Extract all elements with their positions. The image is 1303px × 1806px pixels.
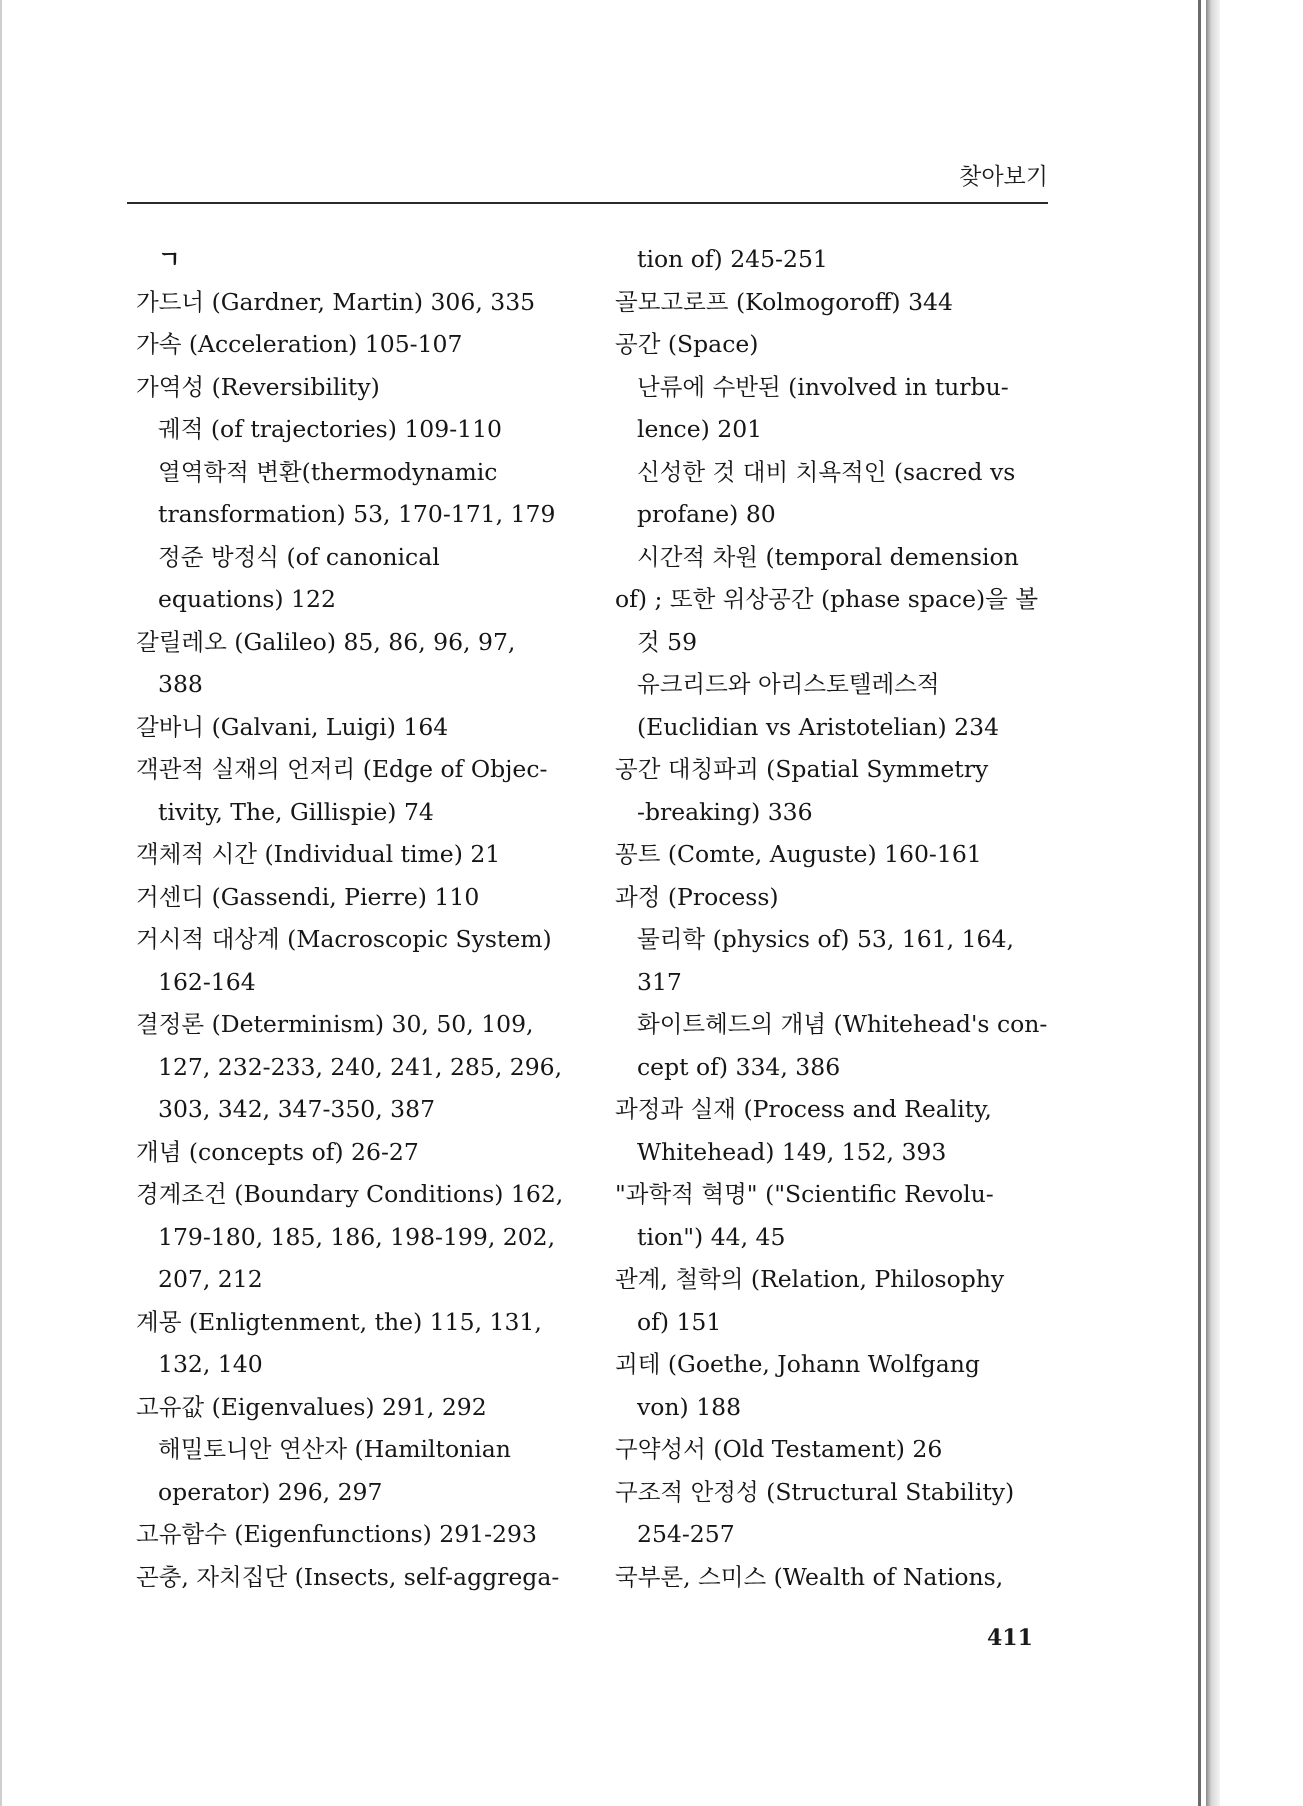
index-entry: 것 59: [637, 627, 698, 656]
index-entry: 객체적 시간 (Individual time) 21: [136, 840, 501, 868]
index-entry: 공간 (Space): [615, 330, 759, 358]
index-entry: 갈바니 (Galvani, Luigi) 164: [136, 712, 449, 741]
index-entry: "과학적 혁명" ("Scientific Revolu-: [615, 1180, 994, 1208]
index-entry: Whitehead) 149, 152, 393: [637, 1137, 947, 1166]
index-entry: 과정과 실재 (Process and Reality,: [615, 1095, 992, 1123]
index-entry: 결정론 (Determinism) 30, 50, 109,: [136, 1010, 534, 1038]
index-entry: of) ; 또한 위상공간 (phase space)을 볼: [615, 585, 1039, 613]
index-entry: ㄱ: [158, 245, 181, 273]
index-entry: 정준 방정식 (of canonical: [158, 542, 440, 571]
index-entry: 구약성서 (Old Testament) 26: [615, 1435, 943, 1463]
index-entry: 경계조건 (Boundary Conditions) 162,: [136, 1180, 564, 1208]
index-entry: (Euclidian vs Aristotelian) 234: [637, 712, 1000, 741]
index-entry: 객관적 실재의 언저리 (Edge of Objec-: [136, 755, 548, 783]
index-entry: 신성한 것 대비 치욕적인 (sacred vs: [637, 457, 1016, 486]
page-edge-line: [1198, 0, 1201, 1806]
index-entry: 127, 232-233, 240, 241, 285, 296,: [158, 1052, 563, 1081]
index-entry: tivity, The, Gillispie) 74: [158, 797, 434, 826]
index-entry: 화이트헤드의 개념 (Whitehead's con-: [637, 1010, 1048, 1038]
index-entry: transformation) 53, 170-171, 179: [158, 500, 556, 528]
index-column-left: [136, 238, 568, 1598]
index-entry: 162-164: [158, 967, 256, 996]
index-entry: 388: [158, 670, 203, 698]
index-entry: 가드너 (Gardner, Martin) 306, 335: [136, 287, 536, 316]
index-entry: cept of) 334, 386: [637, 1052, 841, 1081]
index-entry: 골모고로프 (Kolmogoroff) 344: [615, 287, 953, 316]
index-entry: 254-257: [637, 1520, 735, 1548]
index-entry: 303, 342, 347-350, 387: [158, 1095, 436, 1123]
index-entry: 꽁트 (Comte, Auguste) 160-161: [615, 840, 982, 868]
index-entry: 난류에 수반된 (involved in turbu-: [637, 372, 1009, 401]
index-entry: 물리학 (physics of) 53, 161, 164,: [637, 925, 1014, 953]
page-edge-shadow: [1206, 0, 1220, 1806]
index-entry: 공간 대칭파괴 (Spatial Symmetry: [615, 755, 989, 783]
index-entry: operator) 296, 297: [158, 1477, 383, 1506]
index-entry: 거센디 (Gassendi, Pierre) 110: [136, 882, 480, 911]
index-entry: equations) 122: [158, 585, 336, 613]
index-entry: profane) 80: [637, 500, 776, 528]
index-entry: 곤충, 자치집단 (Insects, self-aggrega-: [136, 1562, 560, 1591]
index-entry: 괴테 (Goethe, Johann Wolfgang: [615, 1350, 980, 1378]
index-entry: 거시적 대상계 (Macroscopic System): [136, 925, 552, 953]
index-entry: 132, 140: [158, 1350, 263, 1378]
index-entry: of) 151: [637, 1307, 722, 1336]
index-entry: 207, 212: [158, 1265, 263, 1293]
index-entry: -breaking) 336: [637, 797, 813, 826]
index-entry: 계몽 (Enligtenment, the) 115, 131,: [136, 1307, 542, 1336]
index-entry: 관계, 철학의 (Relation, Philosophy: [615, 1265, 1005, 1293]
index-entry: 해밀토니안 연산자 (Hamiltonian: [158, 1435, 511, 1463]
index-entry: 고유함수 (Eigenfunctions) 291-293: [136, 1520, 537, 1548]
index-column-right: [615, 238, 1057, 1598]
index-entry: 개념 (concepts of) 26-27: [136, 1137, 419, 1166]
page-number: 411: [987, 1625, 1033, 1651]
index-entry: 고유값 (Eigenvalues) 291, 292: [136, 1392, 487, 1421]
index-entry: 열역학적 변환(thermodynamic: [158, 457, 498, 486]
index-entry: 317: [637, 967, 682, 996]
index-entry: 갈릴레오 (Galileo) 85, 86, 96, 97,: [136, 627, 516, 656]
index-entry: 궤적 (of trajectories) 109-110: [158, 415, 502, 443]
index-entry: 가역성 (Reversibility): [136, 372, 380, 401]
index-entry: 구조적 안정성 (Structural Stability): [615, 1477, 1015, 1506]
index-entry: 유크리드와 아리스토텔레스적: [637, 670, 940, 698]
index-entry: von) 188: [637, 1392, 742, 1421]
header-rule: [127, 202, 1048, 204]
index-entry: tion of) 245-251: [637, 245, 828, 273]
index-entry: 과정 (Process): [615, 882, 779, 911]
index-entry: 국부론, 스미스 (Wealth of Nations,: [615, 1562, 1004, 1591]
running-head: 찾아보기: [959, 164, 1048, 190]
index-entry: 시간적 차원 (temporal demension: [637, 542, 1019, 571]
index-entry: lence) 201: [637, 415, 763, 443]
index-entry: tion") 44, 45: [637, 1222, 786, 1251]
index-entry: 가속 (Acceleration) 105-107: [136, 330, 463, 358]
index-entry: 179-180, 185, 186, 198-199, 202,: [158, 1222, 556, 1251]
